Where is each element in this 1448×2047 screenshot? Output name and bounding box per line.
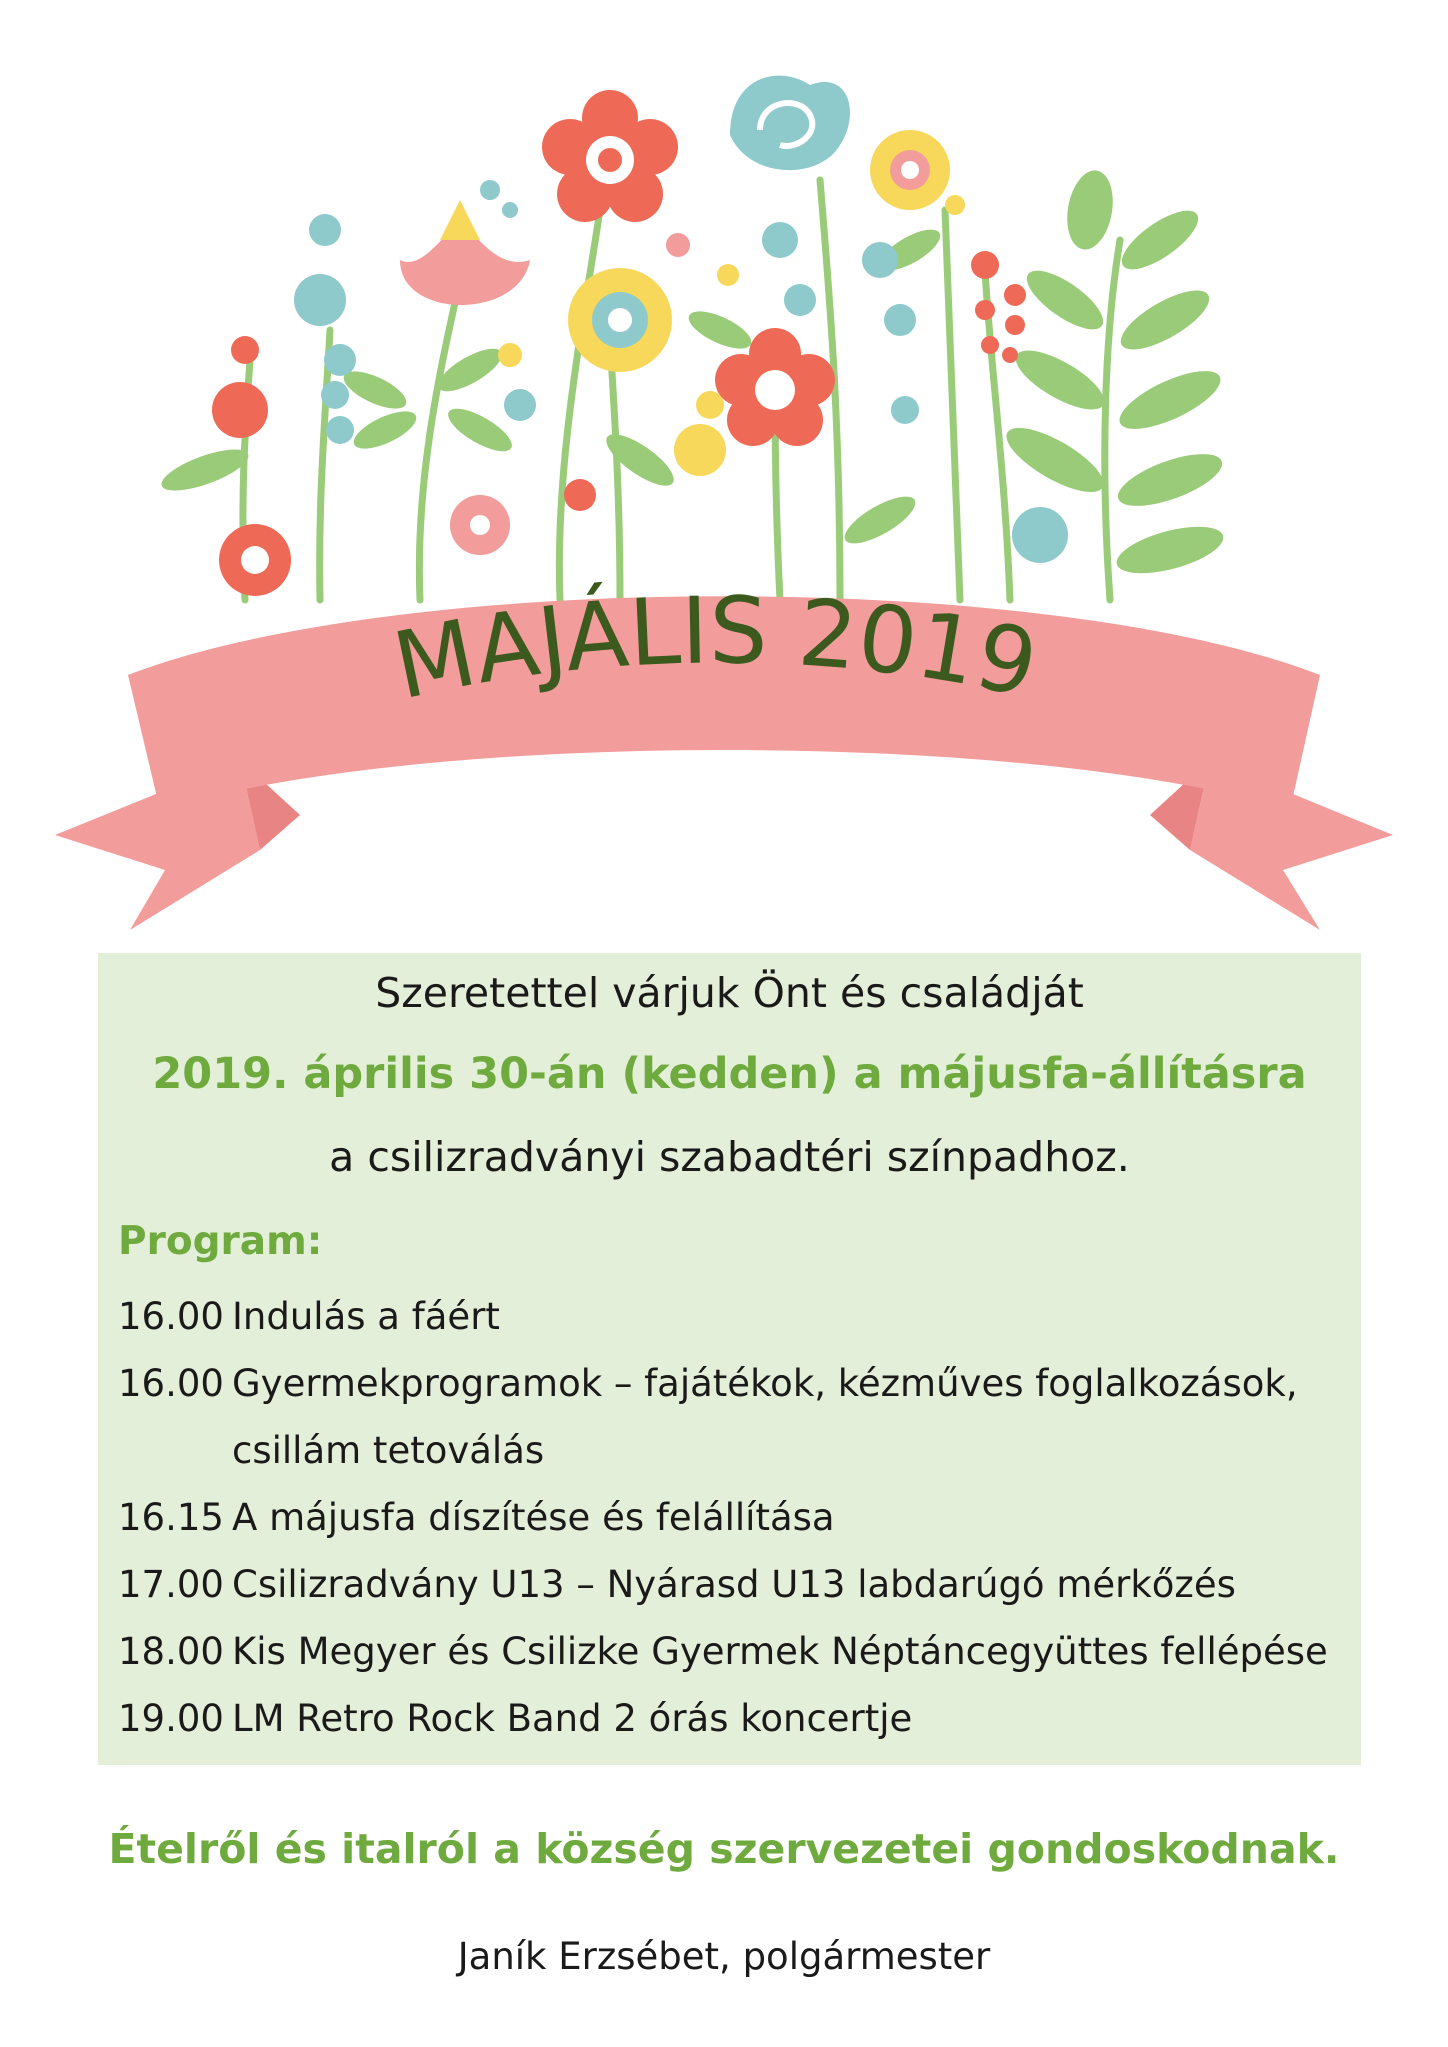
program-list [118, 1283, 1353, 1752]
page-title-text: MAJÁLIS 2019 [384, 577, 1047, 721]
program-text: Kis Megyer és Csilizke Gyermek Néptáncegyüttes fellépése [232, 1630, 1328, 1673]
program-text: Indulás a fáért [232, 1295, 500, 1338]
event-date-line: 2019. április 30-án (kedden) a májusfa-állításra [152, 1049, 1307, 1099]
page-title [385, 577, 1047, 720]
program-text: Csilizradvány U13 – Nyárasd U13 labdarúgó mérkőzés [232, 1563, 1236, 1606]
program-time: 16.00 [118, 1295, 224, 1338]
program-item [118, 1283, 1353, 1350]
program-text: LM Retro Rock Band 2 órás koncertje [232, 1697, 913, 1740]
invitation-line: Szeretettel várjuk Önt és családját [375, 969, 1084, 1017]
program-time: 19.00 [118, 1697, 224, 1740]
program-item [118, 1484, 1353, 1551]
program-text: Gyermekprogramok – fajátékok, kézműves foglalkozások, csillám tetoválás [232, 1362, 1298, 1472]
program-heading: Program: [118, 1219, 323, 1264]
program-time: 17.00 [118, 1563, 224, 1606]
program-time: 18.00 [118, 1630, 224, 1673]
program-text: A májusfa díszítése és felállítása [232, 1496, 835, 1539]
program-item [118, 1685, 1353, 1752]
program-time: 16.15 [118, 1496, 224, 1539]
food-drink-note: Ételről és italról a község szervezetei gondoskodnak. [108, 1825, 1340, 1873]
mayor-signature: Janík Erzsébet, polgármester [457, 1935, 991, 1978]
program-item [118, 1551, 1353, 1618]
program-item [118, 1618, 1353, 1685]
program-item [118, 1350, 1353, 1484]
program-time: 16.00 [118, 1362, 224, 1405]
banner-title-layer [0, 0, 1448, 940]
venue-line: a csilizradványi szabadtéri színpadhoz. [329, 1133, 1130, 1181]
invitation-box [98, 953, 1361, 1765]
